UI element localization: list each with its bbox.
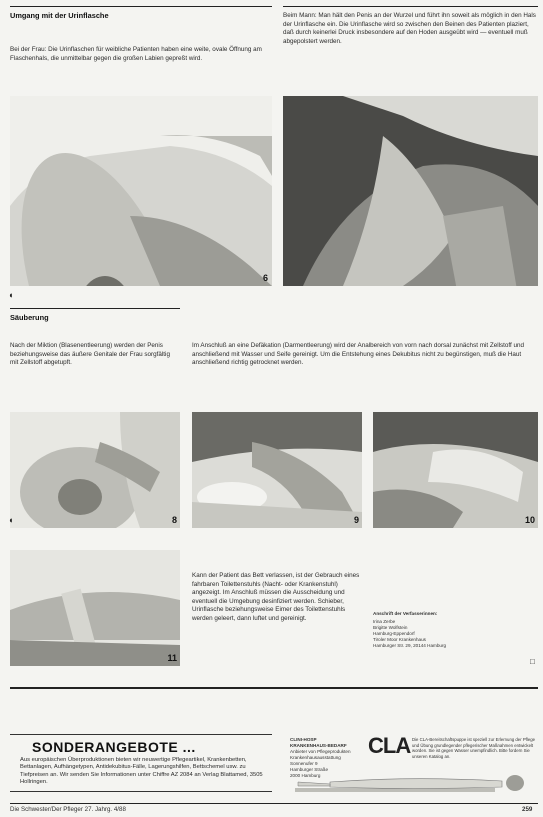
figure-number-9: 9 xyxy=(353,515,359,525)
top-rule-right xyxy=(283,6,538,7)
ad-title: SONDERANGEBOTE ... xyxy=(32,739,196,755)
ad-doll-illustration xyxy=(290,772,538,794)
photo-figure-9 xyxy=(192,412,362,528)
author-line: Tiroler Moor Krankenhaus xyxy=(373,637,426,642)
photo-figure-11 xyxy=(10,550,180,666)
author-line: Hamburger Str. 29, 20144 Hamburg xyxy=(373,643,447,648)
page-marker-icon: ◖ xyxy=(8,290,14,300)
ad-company-line: Hamburger Straße xyxy=(290,767,329,772)
photo-figure-10 xyxy=(373,412,538,528)
ad-company-line: KRANKENHAUS-BEDARF xyxy=(290,743,347,748)
figure-number-6: 6 xyxy=(262,273,268,283)
author-address xyxy=(373,611,538,649)
footer-publication: Die Schwester/Der Pfleger 27. Jahrg. 4/88 xyxy=(10,806,126,813)
section-heading-saeuberung: Säuberung xyxy=(10,313,49,322)
text-saeuberung-defaekation: Im Anschluß an eine Defäkation (Darmentleerung) wird der Analbereich von vorn nach dorsal zunächst mit Zellstoff und anschließend mit Wasser und Seife gereinigt. Um die Entstehung eines Dekubitus nicht zu begünstigen, muß die Haut anschließend richtig getrocknet werden. xyxy=(192,342,525,367)
text-urinflasche-mann: Beim Mann: Man hält den Penis an der Wurzel und führt ihn soweit als möglich in den Hals der Urinflasche ein. Die Urinflasche wird so zwischen den Beinen des Patienten plaziert, daß durch keinerlei Druck insbesondere auf den Hoden ausgeübt wird — eventuell muß abgepolstert werden. xyxy=(283,12,536,45)
author-line: Brigitte Wolfstein xyxy=(373,625,408,630)
footer-rule xyxy=(10,803,538,804)
ad-right-text: Die CLA-Bereitschaftspuppe ist speziell zur Erlernung der Pflege und Übung grundlegender pflegerischer Maßnahmen entwickelt worden. Sie ist gegen Wasser unempfindlich. Bitte fordern Sie unseren Katalog an. xyxy=(412,737,536,759)
cla-logo: CLA xyxy=(368,733,411,758)
photo-figure-8 xyxy=(10,412,180,528)
ad-text: Aus europäischen Überproduktionen bieten wir neuwertige Pflegeartikel, Krankenbetten, Bettanlagen, Aufhängetypen, Antidekubitus-Fälle, Lagerungshilfen, Bettschemel usw. zu Tiefpreisen an. Wir senden Sie Informationen unter Chiffre AZ 2084 an Verlag Blattamed, 3505 Hollringen. xyxy=(20,757,263,786)
ad-company-line: CLINI-HOSP xyxy=(290,737,317,742)
ad-company-line: Sonnenufer 9 xyxy=(290,761,318,766)
text-urinflasche-frau: Bei der Frau: Die Urinflaschen für weibliche Patienten haben eine weite, ovale Öffnung am Flaschenhals, die unmittelbar gegen die großen Labien gepreßt wird. xyxy=(10,46,262,62)
section-heading-urinflasche: Umgang mit der Urinflasche xyxy=(10,11,109,20)
figure-number-11: 11 xyxy=(167,653,177,663)
top-rule-left xyxy=(10,6,272,7)
author-line: Irina Zerbe xyxy=(373,619,396,624)
author-label: Anschrift der Verfasserinnen: xyxy=(373,611,438,616)
ad-rule xyxy=(10,687,538,689)
figure-number-8: 8 xyxy=(171,515,177,525)
article-end-mark: □ xyxy=(530,657,535,666)
ad-company-line: 2000 Hamburg xyxy=(290,773,321,778)
page-number: 259 xyxy=(522,806,533,813)
text-saeuberung-miktion: Nach der Miktion (Blasenentleerung) werden der Penis beziehungsweise das äußere Genitale der Frau sorgfältig mit Zellstoff abgetupft. xyxy=(10,342,170,367)
section2-rule xyxy=(10,308,180,309)
author-line: Hamburg-Eppendorf xyxy=(373,631,415,636)
photo-figure-7 xyxy=(283,96,538,286)
page-marker-icon-2: ◖ xyxy=(8,515,14,525)
ad-company-line: Krankenhausausstattung xyxy=(290,755,341,760)
figure-number-10: 10 xyxy=(524,515,535,525)
photo-figure-6 xyxy=(10,96,272,286)
ad-company-line: Anbieter von Pflegeprodukten xyxy=(290,749,351,754)
text-toilettenstuhl: Kann der Patient das Bett verlassen, ist der Gebrauch eines fahrbaren Toilettenstuhls (Nacht- oder Krankenstuhl) angezeigt. Im Anschluß müssen die Ausscheidung und eventuell die Umgebung desinfiziert werden. Schieber, Urinflasche beziehungsweise Eimer des Toilettenstuhls werden geleert, dann luftet und gereinigt. xyxy=(192,572,360,622)
